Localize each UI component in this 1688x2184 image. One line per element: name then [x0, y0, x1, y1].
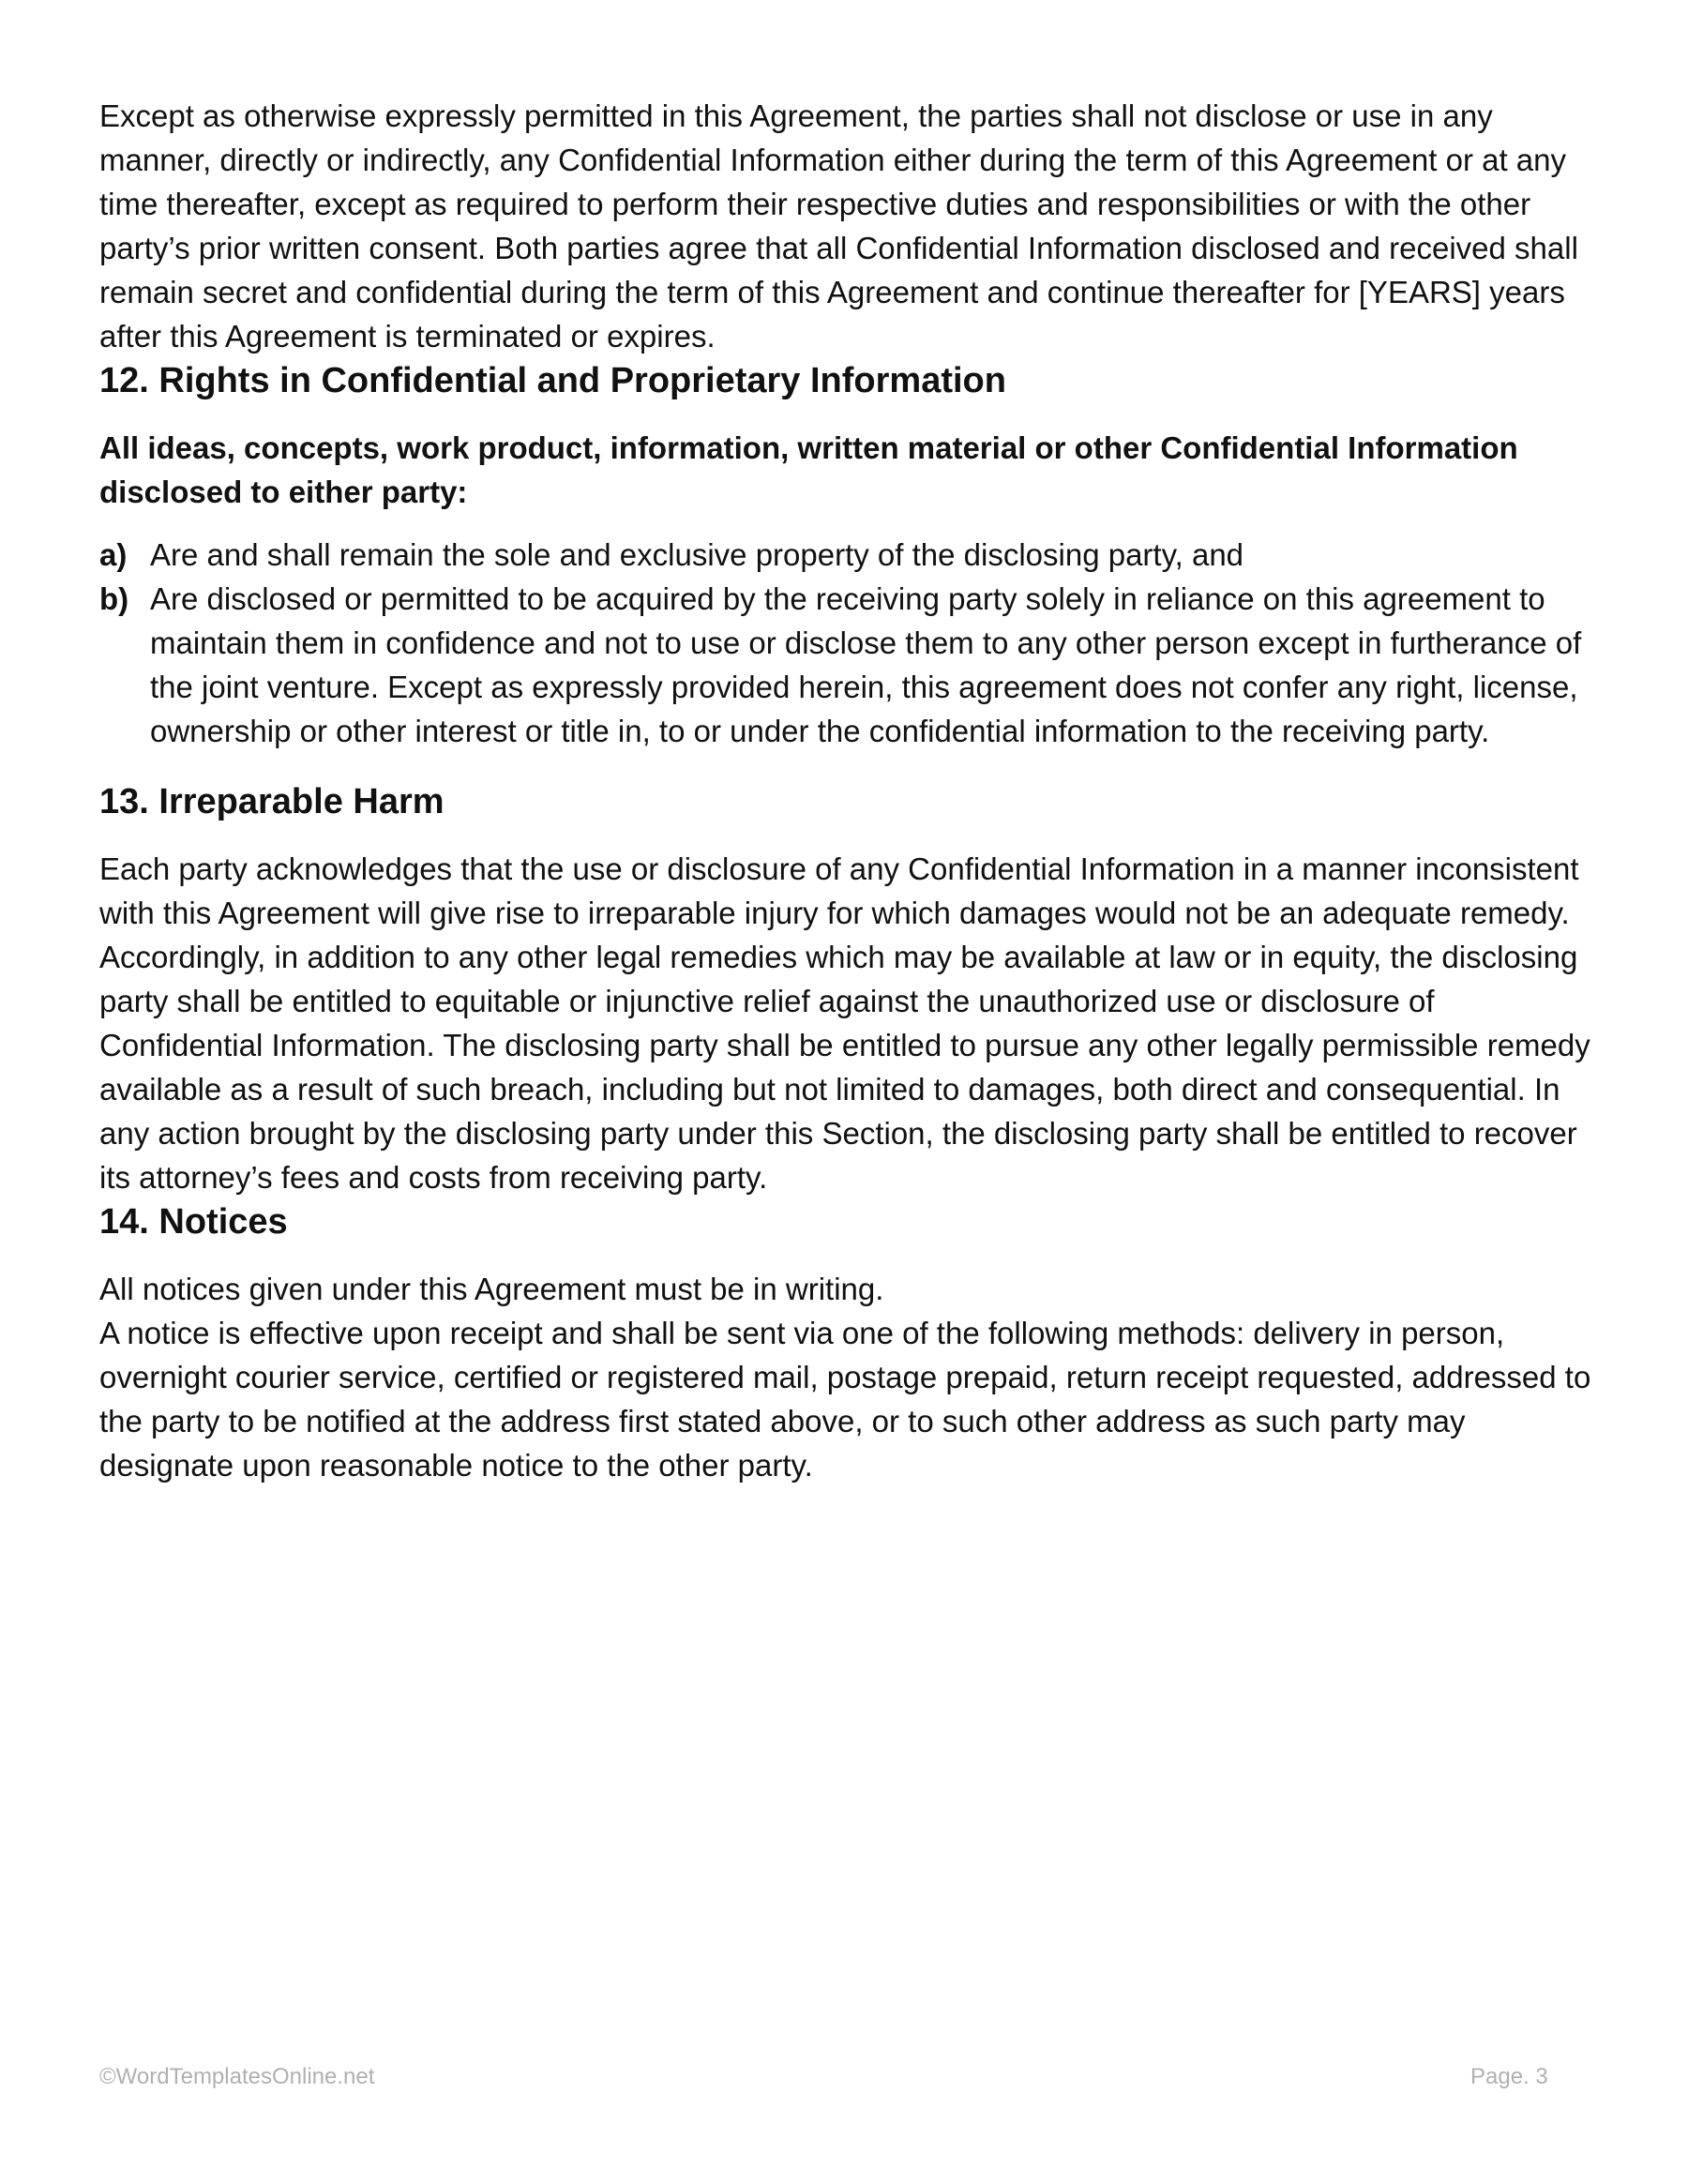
section-12-list [99, 533, 1600, 753]
footer-page-number: Page. 3 [1470, 2064, 1548, 2089]
section-13-heading: 13. Irreparable Harm [99, 782, 445, 821]
section-14-paragraph-1: All notices given under this Agreement must be in writing. [99, 1272, 884, 1306]
footer-copyright: ©WordTemplatesOnline.net [99, 2064, 375, 2089]
section-12 [99, 358, 1600, 753]
list-item-text: Are disclosed or permitted to be acquired by the receiving party solely in reliance on this agreement to maintain them in confidence and not to use or disclose them to any other person except in furtherance of the joint venture. Except as expressly provided herein, this agreement does not confer any right, license, ownership or other interest or title in, to or under the confidential information to the receiving party. [150, 581, 1582, 748]
list-item-marker: b) [99, 581, 129, 616]
list-item-marker: a) [99, 537, 128, 572]
intro-paragraph: Except as otherwise expressly permitted in this Agreement, the parties shall not disclose or use in any manner, directly or indirectly, any Confidential Information either during the term of this Agreement or at any time thereafter, except as required to perform their respective duties and responsibilities or with the other party’s prior written consent. Both parties agree that all Confidential Information disclosed and received shall remain secret and confidential during the term of this Agreement and continue thereafter for [YEARS] years after this Agreement is terminated or expires. [99, 98, 1578, 354]
document-page [99, 94, 1600, 1487]
section-13-paragraph: Each party acknowledges that the use or disclosure of any Confidential Information in a manner inconsistent with this Agreement will give rise to irreparable injury for which damages would not be an adequate remedy. Accordingly, in addition to any other legal remedies which may be available at law or in equity, the disclosing party shall be entitled to equitable or injunctive relief against the unauthorized use or disclosure of Confidential Information. The disclosing party shall be entitled to pursue any other legally permissible remedy available as a result of such breach, including but not limited to damages, both direct and consequential. In any action brought by the disclosing party under this Section, the disclosing party shall be entitled to recover its attorney’s fees and costs from receiving party. [99, 851, 1590, 1195]
section-14 [99, 1199, 1600, 1487]
list-item-text: Are and shall remain the sole and exclusive property of the disclosing party, and [150, 537, 1244, 572]
section-12-lead: All ideas, concepts, work product, information, written material or other Confidential Information disclosed to either party: [99, 430, 1518, 509]
section-14-paragraph-2: A notice is effective upon receipt and shall be sent via one of the following methods: delivery in person, overnight courier service, certified or registered mail, postage prepaid, return receipt requested, addressed to the party to be notified at the address first stated above, or to such other address as such party may designate upon reasonable notice to the other party. [99, 1316, 1591, 1483]
section-14-heading: 14. Notices [99, 1202, 288, 1242]
section-13 [99, 779, 1600, 1199]
section-12-heading: 12. Rights in Confidential and Proprietary Information [99, 361, 1006, 400]
list-item [99, 533, 1600, 577]
list-item [99, 577, 1600, 753]
